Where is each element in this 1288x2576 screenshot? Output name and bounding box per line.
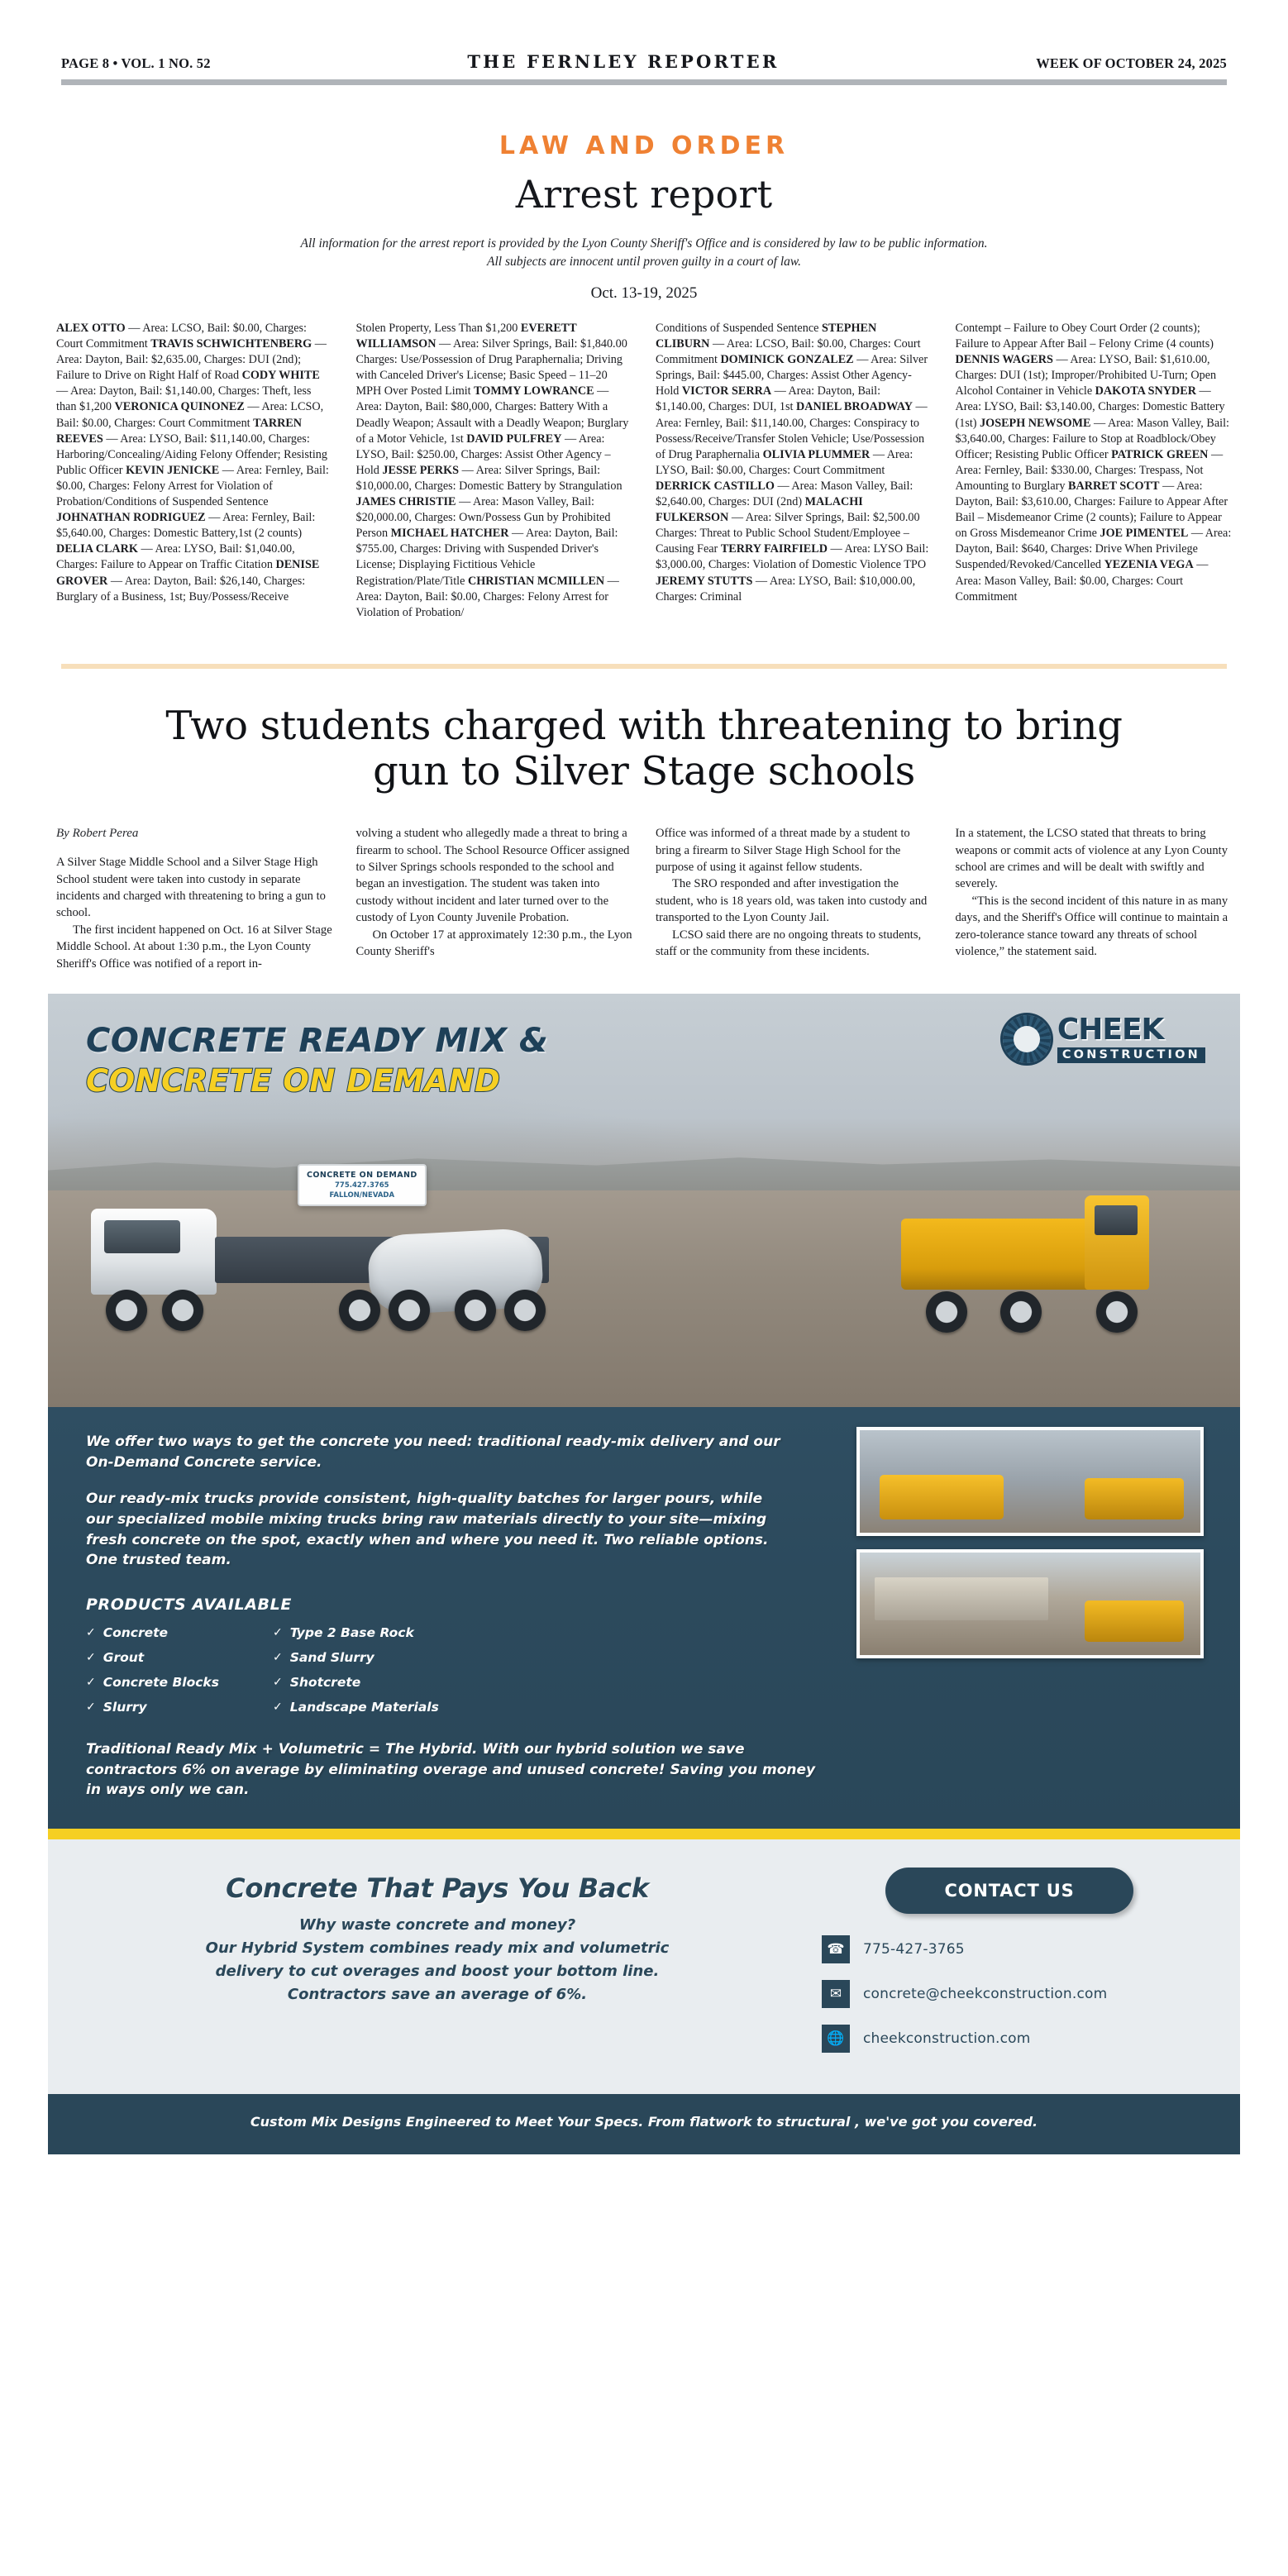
phone-icon: ☎ (822, 1935, 850, 1963)
arrest-detail: — Area: LYSO, Bail: $1,610.00, Charges: DUI (1st); Improper/Prohibited U-Turn; Open Alcohol Container in Vehicle (955, 353, 1217, 398)
arrestee-name: TARREN REEVES (56, 416, 303, 446)
arrestee-name: JAMES CHRISTIE (355, 495, 456, 509)
arrest-detail: Contempt – Failure to Obey Court Order (2 counts); Failure to Appear After Bail – Felony Crime (4 counts) (955, 322, 1214, 351)
arrestee-name: DENISE GROVER (56, 558, 320, 588)
arrest-detail: Conditions of Suspended Sentence (656, 322, 822, 335)
photo-truck-shape (1085, 1478, 1184, 1519)
sign-line-3: FALLON/NEVADA (329, 1191, 395, 1200)
section-title: Arrest report (515, 172, 773, 217)
arrest-entry (656, 479, 913, 508)
ad-photo-trucks (856, 1427, 1204, 1536)
issue-date: WEEK OF OCTOBER 24, 2025 (1036, 55, 1227, 71)
ad-photo-gallery (856, 1427, 1204, 1672)
arrest-entry (356, 322, 521, 335)
feature-paragraph: A Silver Stage Middle School and a Silver Stage High School student were taken into custody in separate incidents and charged with threatening to bring a gun to school. (56, 856, 326, 920)
ad-paragraph-1: We offer two ways to get the concrete you need: traditional ready-mix delivery and our On-Demand Concrete service. (86, 1433, 780, 1471)
arrest-detail: Stolen Property, Less Than $1,200 (355, 322, 521, 335)
arrestee-name: JOE PIMENTEL (1100, 527, 1189, 541)
arrest-detail: — Area: Silver Springs, Bail: $2,500.00 Charges: Threat to Public School Student/Employee – Causing Fear (656, 511, 920, 556)
arrest-detail: — Area: Dayton, Bail: $755.00, Charges: Driving with Suspended Driver's License; Displaying Fictitious Vehicle Registration/Plate/Title (355, 527, 618, 588)
arrestee-name: CODY WHITE (241, 369, 320, 383)
photo-building-shape (875, 1577, 1048, 1620)
contact-details (815, 1868, 1204, 2069)
bottom-line-1: Why waste concrete and money? (298, 1915, 576, 1934)
product-label: Type 2 Base Rock (289, 1624, 414, 1640)
arrest-date-range: Oct. 13-19, 2025 (590, 284, 698, 302)
masthead-divider (61, 79, 1227, 85)
arrestee-name: ALEX OTTO (56, 322, 126, 335)
arrest-disclaimer (152, 235, 1136, 271)
arrest-detail: — Area: Dayton, Bail: $1,140.00, Charges: DUI, 1st (656, 384, 881, 414)
arrest-entry (956, 322, 1214, 351)
contact-email-row[interactable] (815, 1980, 1204, 2008)
feature-column-2 (356, 825, 633, 960)
arrestee-name: CHRISTIAN MCMILLEN (467, 574, 605, 588)
product-item (273, 1650, 521, 1665)
feature-paragraph: Office was informed of a threat made by a student to bring a firearm to Silver Stage High School for the purpose of using it against fellow students. (656, 827, 910, 874)
products-list (86, 1625, 549, 1715)
feature-paragraph: On October 17 at approximately 12:30 p.m., the Lyon County Sheriff's (355, 928, 632, 959)
arrestee-name: DAVID PULFREY (466, 432, 562, 446)
truck-wheel (455, 1290, 496, 1331)
arrestee-name: TERRY FAIRFIELD (720, 542, 828, 556)
check-icon: ✓ (273, 1650, 283, 1664)
check-icon: ✓ (273, 1675, 283, 1689)
product-item (273, 1675, 521, 1690)
article-byline: By Robert Perea (56, 827, 139, 841)
truck-wheel (504, 1290, 546, 1331)
arrest-detail: — Area: Dayton, Bail: $80,000, Charges: Battery With a Deadly Weapon; Assault with a Deadly Weapon; Burglary of a Motor Vehicle, 1st (355, 384, 629, 446)
ad-paragraph-2: Our ready-mix trucks provide consistent, high-quality batches for larger pours, while our specialized mobile mixing trucks bring raw materials directly to your site—mixing fresh concrete on the spot, exactly when and where you need it. Two reliable options. One trusted team. (86, 1491, 769, 1569)
check-icon: ✓ (273, 1700, 283, 1714)
product-label: Landscape Materials (289, 1699, 439, 1715)
arrest-detail: — Area: Fernley, Bail: $5,640.00, Charges: Domestic Battery,1st (2 counts) (56, 511, 316, 541)
ad-tagline: Traditional Ready Mix + Volumetric = The Hybrid. With our hybrid solution we save contractors 6% on average by eliminating overage and unused concrete! Saving you money in ways only we can. (86, 1740, 816, 1799)
ad-title-block (86, 1022, 548, 1099)
arrest-detail: — Area: Silver Springs, Bail: $10,000.00, Charges: Domestic Battery by Strangulation (355, 463, 623, 493)
check-icon: ✓ (86, 1675, 96, 1689)
feature-column-3 (656, 825, 933, 960)
sign-line-2: 775.427.3765 (335, 1181, 389, 1190)
arrest-column-4 (956, 321, 1233, 605)
envelope-icon: ✉ (822, 1980, 850, 2008)
arrest-detail: — Area: LYSO, Bail: $1,040.00, Charges: Failure to Appear on Traffic Citation (56, 542, 295, 572)
ad-contact-section (48, 1839, 1240, 2094)
product-item (86, 1625, 260, 1640)
arrestee-name: YEZENIA VEGA (1104, 558, 1194, 572)
product-label: Concrete Blocks (103, 1674, 219, 1690)
arrest-detail: — Area: Mason Valley, Bail: $0.00, Charges: Court Commitment (955, 558, 1209, 603)
arrestee-name: JOHNATHAN RODRIGUEZ (56, 511, 206, 525)
product-item (273, 1625, 521, 1640)
arrestee-name: DENNIS WAGERS (955, 353, 1053, 367)
arrest-detail: — Area: LCSO, Bail: $0.00, Charges: Court Commitment (656, 337, 921, 367)
arrest-entry (56, 542, 295, 571)
masthead (0, 0, 1288, 72)
arrestee-name: VICTOR SERRA (681, 384, 772, 398)
arrestee-name: PATRICK GREEN (1111, 447, 1209, 461)
arrest-detail: — Area: Fernley, Bail: $330.00, Charges: Trespass, Not Amounting to Burglary (955, 447, 1224, 493)
arrest-report-columns (0, 303, 1288, 621)
arrestee-name: VERONICA QUINONEZ (114, 400, 245, 414)
mixer-wheel (1096, 1291, 1138, 1333)
website-url[interactable]: cheekconstruction.com (863, 2030, 1031, 2047)
ad-photo-yard (856, 1549, 1204, 1658)
globe-icon: 🌐 (822, 2025, 850, 2053)
arrestee-name: DOMINICK GONZALEZ (720, 353, 854, 367)
concrete-mixer-truck-illustration (91, 1185, 554, 1326)
photo-truck-shape (880, 1475, 1004, 1519)
arrest-detail: — Area: LCSO, Bail: $0.00, Charges: Court Commitment (56, 400, 324, 430)
truck-wheel (106, 1290, 147, 1331)
feature-paragraph: “This is the second incident of this nature in as many days, and the Sheriff's Office will continue to maintain a zero-tolerance stance toward any threats of school violence,” the statement said. (955, 894, 1228, 959)
arrest-detail: — Area: Dayton, Bail: $0.00, Charges: Felony Arrest for Violation of Probation/ (355, 574, 619, 619)
arrest-detail: — Area: Silver Springs, Bail: $445.00, Charges: Assist Other Agency-Hold (656, 353, 928, 398)
contact-us-button[interactable]: CONTACT US (885, 1868, 1133, 1914)
product-label: Concrete (103, 1624, 169, 1640)
arrest-column-3 (656, 321, 933, 605)
ad-copy-block (48, 1407, 1240, 1829)
arrestee-name: DELIA CLARK (56, 542, 138, 556)
sign-line-1: CONCRETE ON DEMAND (307, 1171, 417, 1181)
section-kicker: LAW AND ORDER (499, 131, 789, 160)
product-label: Shotcrete (289, 1674, 361, 1690)
advertisement[interactable] (48, 994, 1240, 2154)
phone-number[interactable]: 775-427-3765 (863, 1940, 965, 1958)
logo-text-block (1057, 1015, 1205, 1063)
arrest-detail: — Area: LYSO, Bail: $3,140.00, Charges: Domestic Battery (1st) (955, 384, 1225, 430)
arrest-detail: — Area: LYSO Bail: $3,000.00, Charges: Violation of Domestic Violence TPO (656, 542, 929, 572)
yellow-accent-bar (48, 1829, 1240, 1839)
arrestee-name: MALACHI FULKERSON (656, 495, 863, 525)
arrest-entry (656, 575, 915, 603)
arrest-detail: — Area: Mason Valley, Bail: $3,640.00, Charges: Failure to Stop at Roadblock/Obey Officer; Resisting Public Officer (955, 416, 1229, 461)
newspaper-title: THE FERNLEY REPORTER (467, 51, 780, 72)
check-icon: ✓ (86, 1700, 96, 1714)
products-heading: PRODUCTS AVAILABLE (86, 1595, 292, 1614)
truck-wheel (389, 1290, 430, 1331)
arrest-detail: — Area: Fernley, Bail: $11,140.00, Charges: Conspiracy to Possess/Receive/Transfer Stolen Vehicle; Use/Possession of Drug Paraphernalia (656, 400, 928, 461)
arrest-detail: — Area: LCSO, Bail: $0.00, Charges: Court Commitment (56, 322, 307, 351)
feature-paragraph: In a statement, the LCSO stated that threats to bring weapons or commit acts of violence at any Lyon County school are crimes and will be dealt with swiftly and severely. (955, 827, 1228, 891)
ad-bottom-heading: Concrete That Pays You Back (226, 1872, 649, 1904)
arrest-detail: — Area: Dayton, Bail: $2,635.00, Charges: DUI (2nd); Failure to Drive on Right Half of Road (56, 337, 327, 383)
arrestee-name: JEREMY STUTTS (656, 574, 753, 588)
arrestee-name: DANIEL BROADWAY (795, 400, 913, 414)
ad-value-prop (84, 1868, 790, 2006)
arrest-detail: — Area: Dayton, Bail: $26,140, Charges: Burglary of a Business, 1st; Buy/Possess/Receive (56, 574, 306, 603)
page-volume-info: PAGE 8 • VOL. 1 NO. 52 (61, 55, 211, 71)
arrestee-name: BARRET SCOTT (1068, 479, 1160, 493)
arrest-column-1 (56, 321, 333, 605)
bottom-line-4: Contractors save an average of 6%. (287, 1985, 588, 2003)
feature-paragraph: The first incident happened on Oct. 16 at Silver Stage Middle School. At about 1:30 p.m., the Lyon County Sheriff's Office was notified of a report in- (56, 923, 332, 971)
logo-brand-sub: CONSTRUCTION (1057, 1047, 1205, 1063)
arrest-detail: — Area: Mason Valley, Bail: $2,640.00, Charges: DUI (2nd) (656, 479, 914, 509)
ad-title-line-2: CONCRETE ON DEMAND (86, 1063, 501, 1100)
saw-blade-icon (1003, 1015, 1051, 1063)
bottom-line-3: delivery to cut overages and boost your bottom line. (215, 1962, 660, 1980)
arrest-detail: — Area: LYSO, Bail: $0.00, Charges: Court Commitment (656, 447, 914, 477)
logo-brand-name: CHEEK (1057, 1013, 1164, 1047)
volumetric-mixer-illustration (901, 1181, 1149, 1328)
arrestee-name: MICHAEL HATCHER (390, 527, 509, 541)
product-label: Grout (103, 1649, 145, 1665)
ad-title-line-1: CONCRETE READY MIX & (86, 1022, 549, 1061)
arrest-detail: — Area: Dayton, Bail: $640, Charges: Drive When Privilege Suspended/Revoked/Cancelled (955, 527, 1232, 572)
feature-paragraph: LCSO said there are no ongoing threats to students, staff or the community from these incidents. (656, 928, 922, 959)
cheek-construction-logo (1003, 1015, 1205, 1063)
feature-column-1 (56, 825, 333, 972)
arrest-detail: — Area: Fernley, Bail: $0.00, Charges: Felony Arrest for Violation of Probation/Conditions of Suspended Sentence (56, 463, 329, 509)
feature-column-4 (956, 825, 1233, 960)
arrestee-name: DAKOTA SNYDER (1095, 384, 1196, 398)
truck-wheel (339, 1290, 380, 1331)
arrestee-name: EVERETT WILLIAMSON (355, 322, 577, 351)
check-icon: ✓ (86, 1625, 96, 1639)
feature-divider (61, 664, 1227, 669)
product-item (86, 1675, 260, 1690)
disclaimer-line-1: All information for the arrest report is provided by the Lyon County Sheriff's Office and is considered by law to be public information. (300, 236, 988, 250)
product-label: Sand Slurry (289, 1649, 374, 1665)
product-item (86, 1700, 260, 1715)
truck-trailer (215, 1237, 549, 1283)
email-address[interactable]: concrete@cheekconstruction.com (863, 1985, 1108, 2002)
arrest-detail: — Area: LYSO, Bail: $11,140.00, Charges: Harboring/Concealing/Aiding Felony Offender; Resisting Public Officer (56, 432, 327, 477)
ad-bottom-copy (84, 1914, 790, 2006)
arrestee-name: TRAVIS SCHWICHTENBERG (150, 337, 312, 351)
contact-phone-row[interactable] (815, 1935, 1204, 1963)
arrest-detail: — Area: LYSO, Bail: $10,000.00, Charges: Criminal (656, 574, 916, 603)
arrestee-name: JESSE PERKS (382, 463, 460, 477)
check-icon: ✓ (86, 1650, 96, 1664)
ad-footer-banner: Custom Mix Designs Engineered to Meet Your Specs. From flatwork to structural , we've got you covered. (48, 2094, 1240, 2154)
check-icon: ✓ (273, 1625, 283, 1639)
truck-wheel (162, 1290, 203, 1331)
product-item (273, 1700, 521, 1715)
feature-headline: Two students charged with threatening to bring gun to Silver Stage schools (165, 702, 1123, 795)
arrest-detail: — Area: Dayton, Bail: $1,140.00, Charges: Theft, less than $1,200 (56, 384, 312, 414)
truck-side-sign (298, 1164, 427, 1206)
arrest-detail: — Area: Dayton, Bail: $3,610.00, Charges: Failure to Appear After Bail – Misdemeanor Crime (2 counts); Failure to Appear on Gross Misdemeanor Crime (955, 479, 1228, 541)
arrestee-name: STEPHEN CLIBURN (656, 322, 877, 351)
product-item (86, 1650, 260, 1665)
disclaimer-line-2: All subjects are innocent until proven guilty in a court of law. (487, 255, 801, 269)
arrestee-name: OLIVIA PLUMMER (762, 447, 871, 461)
mixer-cab (1085, 1195, 1149, 1290)
arrest-detail: — Area: Mason Valley, Bail: $20,000.00, Charges: Own/Possess Gun by Prohibited Person (355, 495, 611, 541)
arrest-entry (656, 322, 822, 335)
arrestee-name: TOMMY LOWRANCE (474, 384, 594, 398)
arrest-entry (56, 511, 315, 540)
mixer-wheel (1000, 1291, 1042, 1333)
mixer-body (901, 1219, 1108, 1290)
bottom-line-2: Our Hybrid System combines ready mix and volumetric (205, 1939, 670, 1957)
contact-website-row[interactable] (815, 2025, 1204, 2053)
feature-paragraph: volving a student who allegedly made a threat to bring a firearm to school. The School Resource Officer assigned to Silver Springs schools responded to the school and began an investigation. The student was taken into custody without incident and later turned over to the custody of Lyon County Juvenile Probation. (355, 827, 630, 925)
feature-body-columns (0, 795, 1288, 972)
photo-truck-shape (1085, 1600, 1184, 1642)
product-label: Slurry (103, 1699, 147, 1715)
arrestee-name: KEVIN JENICKE (126, 463, 220, 477)
arrest-column-2 (356, 321, 633, 621)
arrest-detail: — Area: LYSO, Bail: $250.00, Charges: Assist Other Agency – Hold (355, 432, 611, 477)
truck-cab (91, 1209, 217, 1295)
arrest-entry (356, 464, 623, 493)
feature-paragraph: The SRO responded and after investigation the student, who is 18 years old, was taken into custody and transported to the Lyon County Jail. (656, 877, 928, 925)
arrestee-name: DERRICK CASTILLO (656, 479, 775, 493)
arrestee-name: JOSEPH NEWSOME (980, 416, 1091, 430)
arrest-detail: — Area: Silver Springs, Bail: $1,840.00 Charges: Use/Possession of Drug Paraphernalia; Driving with Canceled Driver's License; Basic Speed – 11–20 MPH Over Posted Limit (355, 337, 627, 398)
mixer-wheel (926, 1291, 967, 1333)
ad-hero-photo (48, 994, 1240, 1407)
